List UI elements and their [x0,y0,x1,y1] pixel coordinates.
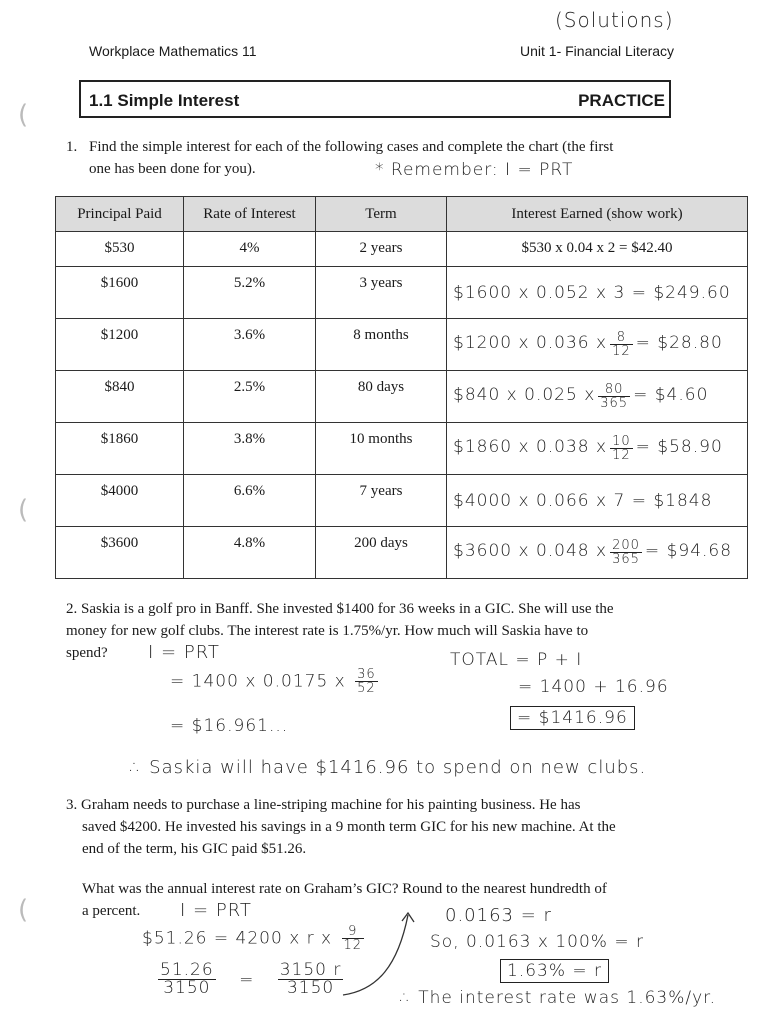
work-expression: $1200 x 0.036 x [453,332,608,353]
q3-division-left [158,962,216,997]
work-expression: $840 x 0.025 x [453,384,596,405]
section-title-box [79,80,671,118]
work-result: = $94.68 [644,540,733,561]
q3-work-division [155,962,346,997]
q1-text-line1: Find the simple interest for each of the following cases and complete the chart (the first [89,139,614,155]
q3-division-equals: = [239,969,255,990]
cell-interest-work [447,371,748,423]
q2-text-line1: 2. Saskia is a golf pro in Banff. She invested $1400 for 36 weeks in a GIC. She will use the [66,601,614,617]
work-expression: $4000 x 0.066 x 7 = $1848 [453,490,713,511]
cell-term: 200 days [316,527,447,579]
work-fraction [610,539,642,566]
cell-rate: 3.8% [184,423,316,475]
q2-text-line3: spend? [66,645,108,661]
q3-work-so: So, 0.0163 x 100% = r [430,932,644,952]
work-fraction-numerator: 10 [612,434,631,449]
unit-name: Unit 1- Financial Literacy [520,43,675,59]
cell-interest-work [447,267,748,319]
work-fraction-denominator: 12 [612,448,631,463]
work-fraction-numerator: 80 [598,383,630,397]
table-row [56,371,748,423]
q2-work-answer-box: = $1416.96 [510,706,635,730]
q3-work-r: 0.0163 = r [445,905,552,926]
cell-principal: $1860 [56,423,184,475]
q1-text-line2: one has been done for you). [89,161,256,177]
cell-interest-work [447,319,748,371]
table-row [56,423,748,475]
q3-equation-fraction-numerator: 9 [342,925,365,939]
q3-work-answer-box: 1.63% = r [500,959,609,983]
cell-principal: $840 [56,371,184,423]
chart-header-row [56,197,748,232]
work-result: = $58.90 [635,436,723,457]
binder-mark-bottom: ( [18,895,29,925]
section-title: 1.1 Simple Interest [89,91,240,110]
course-name: Workplace Mathematics 11 [89,43,257,59]
table-row [56,527,748,579]
cell-rate: 6.6% [184,475,316,527]
q3-conclusion: ∴ The interest rate was 1.63%/yr. [400,988,717,1008]
cell-term: 7 years [316,475,447,527]
table-row [56,232,748,267]
work-expression: $530 x 0.04 x 2 = $42.40 [521,240,673,256]
cell-rate: 4.8% [184,527,316,579]
work-fraction-denominator: 365 [612,552,640,567]
work-fraction [598,383,630,410]
work-fraction-numerator: 200 [612,538,640,553]
q2-text-line2: money for new golf clubs. The interest rate is 1.75%/yr. How much will Saskia have to [66,623,589,639]
cell-term: 3 years [316,267,447,319]
q3-work-equation-text: $51.26 = 4200 x r x [142,928,333,949]
cell-rate: 5.2% [184,267,316,319]
q3-division-right-denominator: 3150 [286,978,335,998]
binder-mark-top: ( [18,100,29,130]
q1-number: 1. [66,139,78,155]
cell-term: 10 months [316,423,447,475]
cell-principal: $530 [56,232,184,267]
q2-work-substitution-text: = 1400 x 0.0175 x [170,671,346,692]
binder-mark-middle: ( [18,495,29,525]
solutions-note: (Solutions) [555,8,674,32]
q3-text-line5: a percent. [82,903,141,919]
col-header-term: Term [316,197,447,232]
q2-work-result: = $16.961... [170,716,289,736]
col-header-principal: Principal Paid [56,197,184,232]
cell-interest-work [447,423,748,475]
work-result: = $4.60 [633,384,709,405]
table-row [56,475,748,527]
q3-division-left-numerator: 51.26 [160,960,214,980]
cell-term: 8 months [316,319,447,371]
work-fraction-denominator: 365 [600,396,629,411]
work-fraction [610,435,633,462]
q2-work-total-sub: = 1400 + 16.96 [518,677,669,697]
q3-division-left-denominator: 3150 [163,978,211,998]
q2-work-substitution [170,668,381,695]
cell-rate: 3.6% [184,319,316,371]
cell-rate: 4% [184,232,316,267]
q3-text-line2: saved $4200. He invested his savings in a 9 month term GIC for his new machine. At the [82,819,616,835]
work-result: = $28.80 [635,332,723,353]
practice-label: PRACTICE [578,91,665,110]
cell-term: 80 days [316,371,447,423]
q2-fraction-denominator: 52 [357,681,376,696]
work-expression: $1600 x 0.052 x 3 = $249.60 [453,282,731,303]
q2-fraction-numerator: 36 [357,667,376,682]
cell-term: 2 years [316,232,447,267]
q2-work-total: TOTAL = P + I [450,650,583,670]
work-fraction-numerator: 8 [610,331,633,345]
q3-text-line1: 3. Graham needs to purchase a line-striping machine for his painting business. He has [66,797,581,813]
q3-text-line3: end of the term, his GIC paid $51.26. [82,841,307,857]
q2-conclusion: ∴ Saskia will have $1416.96 to spend on new clubs. [130,757,647,778]
cell-principal: $1200 [56,319,184,371]
cell-interest-work [447,232,748,267]
table-row [56,319,748,371]
work-fraction [610,331,633,358]
q3-text-line4: What was the annual interest rate on Graham’s GIC? Round to the nearest hundredth of [82,881,607,897]
q3-equation-fraction-denominator: 12 [343,938,363,953]
cell-principal: $1600 [56,267,184,319]
q2-work-formula: I = PRT [148,642,220,663]
q3-work-formula: I = PRT [180,900,252,921]
cell-principal: $4000 [56,475,184,527]
q3-division-right-numerator: 3150 r [279,960,342,980]
interest-chart [55,196,748,579]
work-fraction-denominator: 12 [612,344,631,359]
cell-interest-work [447,527,748,579]
work-expression: $3600 x 0.048 x [453,540,608,561]
table-row [56,267,748,319]
col-header-rate: Rate of Interest [184,197,316,232]
cell-interest-work [447,475,748,527]
cell-principal: $3600 [56,527,184,579]
cell-rate: 2.5% [184,371,316,423]
col-header-interest: Interest Earned (show work) [447,197,748,232]
q2-fraction [355,668,378,695]
q1-reminder: * Remember: I = PRT [375,160,574,180]
work-expression: $1860 x 0.038 x [453,436,608,457]
